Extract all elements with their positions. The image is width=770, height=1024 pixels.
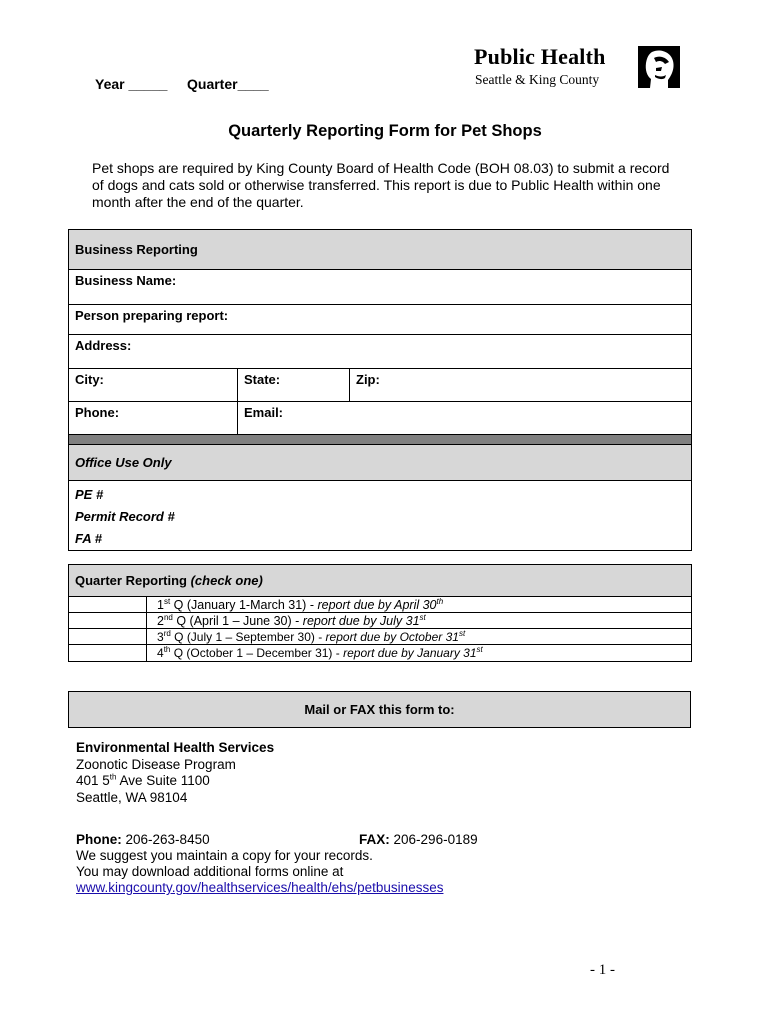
business-reporting-heading: Business Reporting xyxy=(69,230,692,270)
section-divider xyxy=(69,435,692,445)
mail-fax-heading: Mail or FAX this form to: xyxy=(68,691,691,728)
logo-title: Public Health xyxy=(474,44,606,69)
forms-download-link[interactable]: www.kingcounty.gov/healthservices/health/ehs/petbusinesses xyxy=(76,880,444,895)
permit-record-label: Permit Record # xyxy=(75,509,175,524)
quarter-1-checkbox[interactable] xyxy=(69,597,147,613)
quarter-heading-note: (check one) xyxy=(190,573,263,588)
phone-field[interactable] xyxy=(69,402,238,435)
email-field[interactable] xyxy=(238,402,692,435)
contact-phone-value: 206-263-8450 xyxy=(125,832,210,847)
quarter-field-label: Quarter____ xyxy=(187,76,269,92)
preparer-field[interactable] xyxy=(69,305,692,335)
quarter-reporting-heading xyxy=(69,565,692,597)
intro-paragraph: Pet shops are required by King County Board of Health Code (BOH 08.03) to submit a record of dogs and cats sold or otherwise transferred. This report is due to Public Health within one month after the end of the quarter. xyxy=(92,160,670,210)
download-note: You may download additional forms online at xyxy=(76,864,344,879)
contact-fax-label: FAX: xyxy=(359,832,390,847)
preparer-label: Person preparing report: xyxy=(75,308,229,323)
business-name-field[interactable] xyxy=(69,270,692,305)
quarter-2-checkbox[interactable] xyxy=(69,613,147,629)
state-field[interactable] xyxy=(238,369,350,402)
address-org: Environmental Health Services xyxy=(76,740,275,755)
page-number: - 1 - xyxy=(590,962,615,978)
state-label: State: xyxy=(244,372,281,387)
fa-number-label: FA # xyxy=(75,531,102,546)
quarter-heading-text: Quarter Reporting xyxy=(75,573,187,588)
pe-number-label: PE # xyxy=(75,487,104,502)
address-label: Address: xyxy=(75,338,132,353)
office-use-heading: Office Use Only xyxy=(69,445,692,481)
form-title: Quarterly Reporting Form for Pet Shops xyxy=(228,122,542,140)
mailing-address xyxy=(76,740,274,806)
quarter-2-option: 2nd Q (April 1 – June 30) - report due by July 31st xyxy=(147,613,692,629)
zip-label: Zip: xyxy=(356,372,380,387)
portrait-emblem-icon xyxy=(638,46,680,88)
address-program: Zoonotic Disease Program xyxy=(76,756,236,772)
quarter-3-checkbox[interactable] xyxy=(69,629,147,645)
zip-field[interactable] xyxy=(350,369,692,402)
address-street: 401 5th Ave Suite 1100 xyxy=(76,772,210,788)
business-name-label: Business Name: xyxy=(75,273,177,288)
city-field[interactable] xyxy=(69,369,238,402)
office-use-fields xyxy=(69,481,692,551)
quarter-3-option: 3rd Q (July 1 – September 30) - report due by October 31st xyxy=(147,629,692,645)
address-city: Seattle, WA 98104 xyxy=(76,789,188,805)
copy-note: We suggest you maintain a copy for your records. xyxy=(76,848,373,863)
contact-fax-value: 206-296-0189 xyxy=(393,832,478,847)
public-health-logo xyxy=(474,44,684,90)
business-reporting-table xyxy=(68,229,692,551)
quarter-reporting-table xyxy=(68,564,692,662)
year-field-label: Year _____ xyxy=(95,76,168,92)
city-label: City: xyxy=(75,372,104,387)
phone-label: Phone: xyxy=(75,405,120,420)
quarter-4-checkbox[interactable] xyxy=(69,645,147,662)
quarter-1-option: 1st Q (January 1-March 31) - report due by April 30th xyxy=(147,597,692,613)
contact-info xyxy=(76,832,576,896)
address-field[interactable] xyxy=(69,335,692,369)
contact-phone-label: Phone: xyxy=(76,832,122,847)
quarter-4-option: 4th Q (October 1 – December 31) - report due by January 31st xyxy=(147,645,692,662)
logo-subtitle: Seattle & King County xyxy=(475,72,600,87)
email-label: Email: xyxy=(244,405,284,420)
